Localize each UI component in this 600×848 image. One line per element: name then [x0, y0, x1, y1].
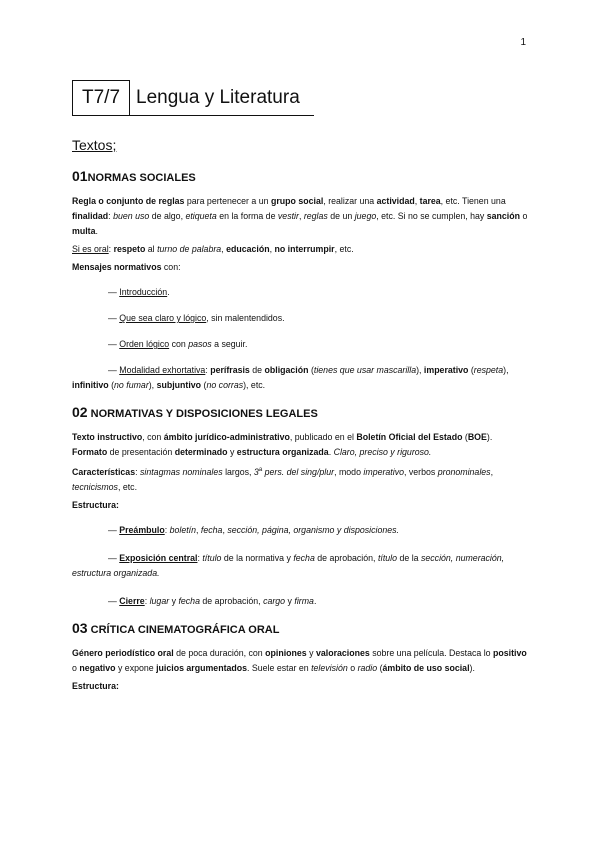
textos-heading: Textos; [72, 137, 117, 153]
section-1-bullet: — Orden lógico con pasos a seguir. [108, 339, 248, 349]
section-1-mensajes: Mensajes normativos con: [72, 262, 181, 272]
section-1-heading: 01NORMAS SOCIALES [72, 168, 196, 184]
section-2-definition: Texto instructivo, con ámbito jurídico-administrativo, publicado en el Boletín Oficial del Estado (BOE). Formato de presentación determinado y estructura organizada. Claro, preciso y riguroso. [72, 432, 493, 457]
unit-code: T7/7 [72, 80, 130, 116]
section-2-bullet: — Exposición central: título de la normativa y fecha de aprobación, título de la sección, numeración, estructura organizada. [72, 552, 505, 578]
unit-title [72, 80, 314, 116]
section-1-bullet: — Introducción. [108, 287, 170, 297]
section-2-bullet: — Cierre: lugar y fecha de aprobación, cargo y firma. [108, 595, 317, 606]
section-1-bullet: — Que sea claro y lógico, sin malentendidos. [108, 313, 285, 323]
document-body [72, 138, 528, 697]
subject-title: Lengua y Literatura [130, 80, 314, 116]
section-3-structure-label: Estructura: [72, 680, 119, 691]
section-1-oral: Si es oral: respeto al turno de palabra, educación, no interrumpir, etc. [72, 244, 354, 254]
section-2-characteristics: Características: sintagmas nominales largos, 3$^a$ pers. del sing/plur, modo imperativo, verbos pronominales, tecnicismos, etc. [72, 466, 494, 492]
section-2-heading: 02 NORMATIVAS Y DISPOSICIONES LEGALES [72, 404, 318, 420]
section-2-structure-label: Estructura: [72, 499, 119, 510]
section-3-definition: Género periodístico oral de poca duración, con opiniones y valoraciones sobre una película. Destaca lo positivo o negativo y expone juicios argumentados. Suele estar en televisión o radio (ámbito de uso social). [72, 647, 527, 673]
page-number: 1 [520, 37, 526, 48]
section-1-definition: Regla o conjunto de reglas para pertenecer a un grupo social, realizar una actividad, tarea, etc. Tienen una finalidad: buen uso de algo, etiqueta en la forma de vestir, reglas de un juego, etc. Si no se cumplen, hay sanción o multa. [72, 196, 528, 236]
section-2-bullet: — Preámbulo: boletín, fecha, sección, página, organismo y disposiciones. [108, 524, 399, 535]
section-3-heading: 03 CRÍTICA CINEMATOGRÁFICA ORAL [72, 619, 280, 636]
section-1-bullet: — Modalidad exhortativa: perífrasis de obligación (tienes que usar mascarilla), imperativo (respeta), infinitivo (no fumar), subjuntivo (no corras), etc. [72, 365, 509, 390]
